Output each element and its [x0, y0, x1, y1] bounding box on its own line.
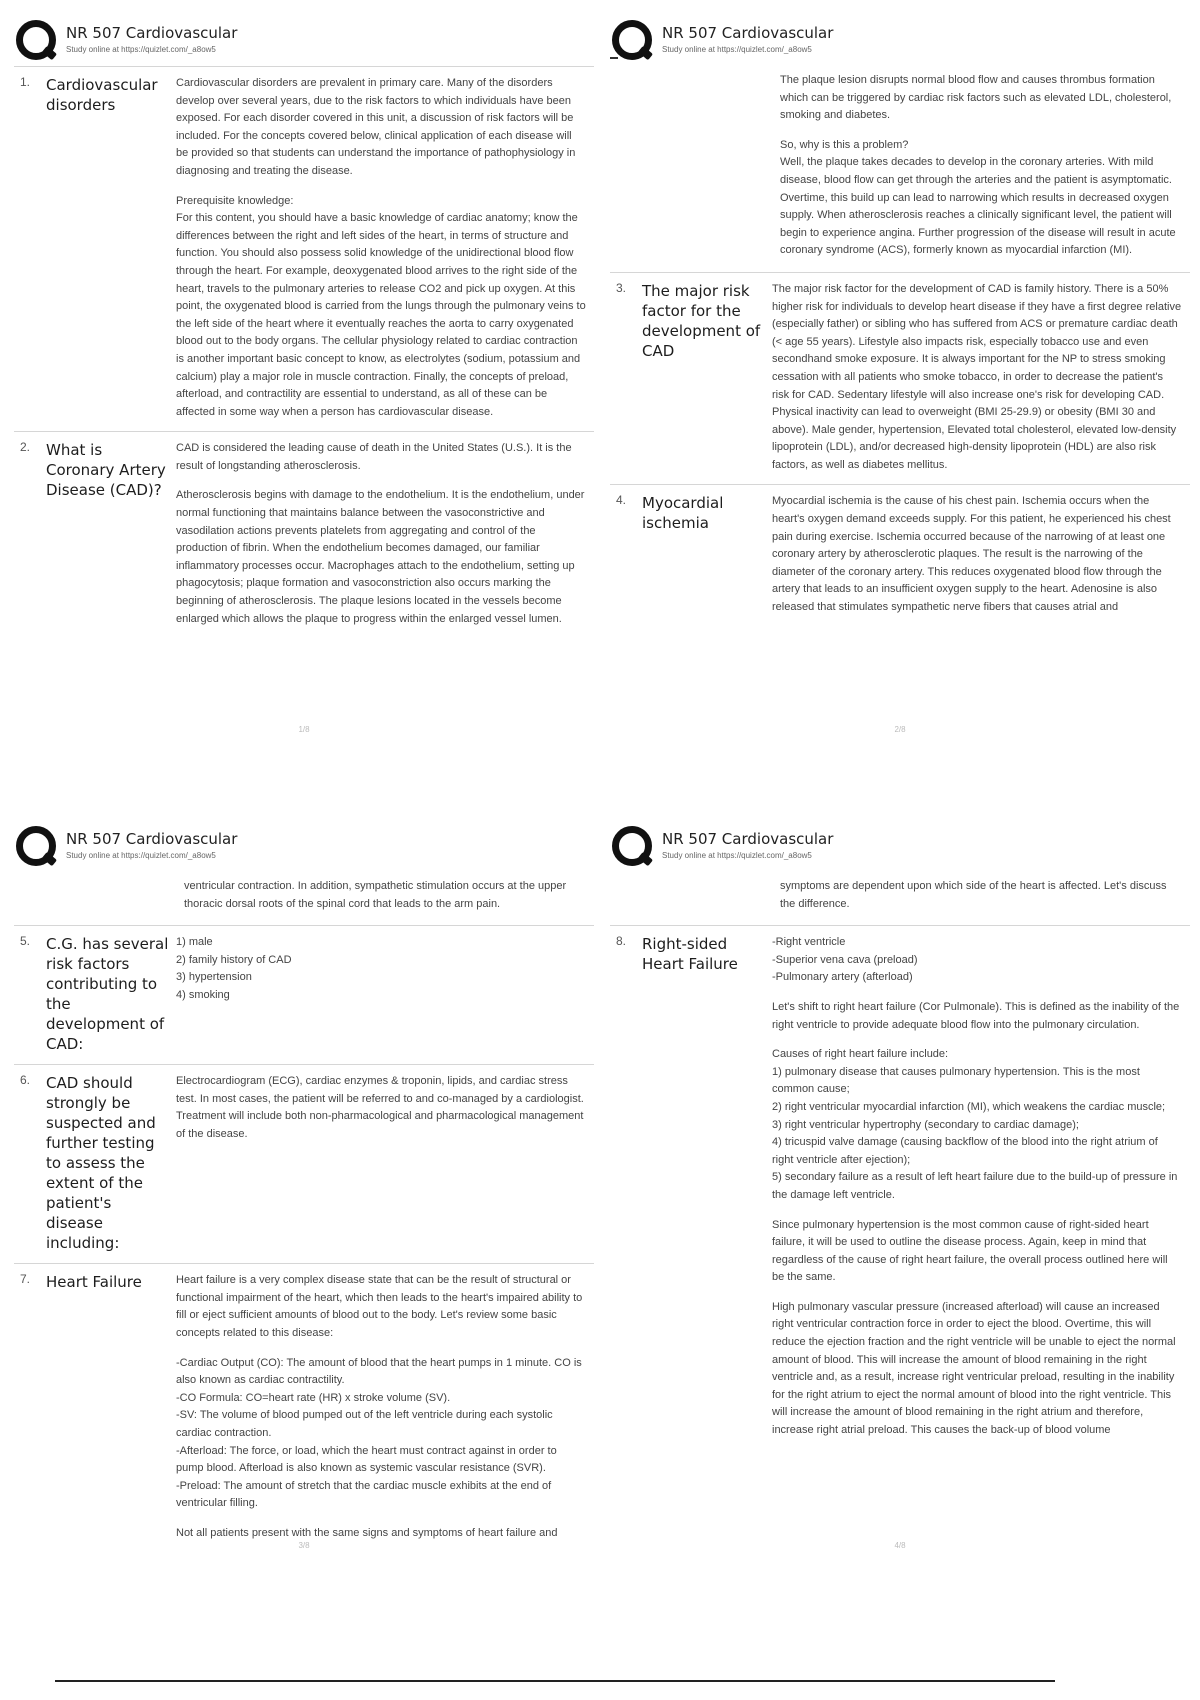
- continued-text: [780, 872, 1190, 913]
- definition-paragraph: Causes of right heart failure include: 1) pulmonary disease that causes pulmonary hypertension. This is the most common cause; 2) right ventricular myocardial infarction (MI), which weakens the cardiac muscle; 3) right ventricular hypertrophy (secondary to cardiac damage); 4) tricuspid valve damage (causing backflow of the blood into the right atrium of right ventricle after ejection); 5) secondary failure as a result of left heart failure due to the build-up of pressure in the damage left ventricle.: [772, 1048, 1178, 1201]
- definition-paragraph: Not all patients present with the same signs and symptoms of heart failure and: [176, 1526, 558, 1539]
- card-term: Myocardial ischemia: [642, 494, 724, 533]
- flashcard-row: [14, 431, 594, 638]
- card-definition: [176, 75, 594, 421]
- card-term: The major risk factor for the development of CAD: [642, 281, 761, 360]
- card-definition: [772, 934, 1190, 1439]
- page-header: [610, 820, 1190, 872]
- page-title: NR 507 Cardiovascular: [66, 830, 238, 848]
- definition-paragraph: Electrocardiogram (ECG), cardiac enzymes & troponin, lipids, and cardiac stress test. In most cases, the patient will be referred to and co-managed by a cardiologist. Treatment will include both non-pharmacological and pharmacological management of the disease.: [176, 1075, 584, 1140]
- card-list: [610, 272, 1190, 627]
- page-subtitle: Study online at https://quizlet.com/_a8ow5: [662, 45, 812, 54]
- card-definition: [176, 1073, 594, 1253]
- card-term: CAD should strongly be suspected and further testing to assess the extent of the patient's disease including:: [46, 1074, 156, 1253]
- flashcard-row: [14, 66, 594, 431]
- card-term: Right-sided Heart Failure: [642, 935, 738, 974]
- flashcard-row: [610, 272, 1190, 485]
- definition-paragraph: High pulmonary vascular pressure (increased afterload) will cause an increased right ventricular contraction force in order to eject the blood. Overtime, this will reduce the ejection fraction and the right ventricle will be unable to eject the normal amount of blood. This will increase the amount of blood remaining in the right ventricle and, as a result, increase right ventricular preload, resulting in the inability for the right atrium to eject the normal amount of blood into the right ventricle. This will increase the amount of blood remaining in the right atrium and therefore, increase right atrial preload. This causes the back-up of blood volume: [772, 1300, 1176, 1437]
- continued-paragraph: So, why is this a problem? Well, the plaque takes decades to develop in the coronary arteries. With mild disease, blood flow can get through the arteries and the patient is asymptomatic. Overtime, this build up can lead to narrowing which results in decreased oxygen supply. When atherosclerosis reaches a clinically significant level, the patient will begin to experience angina. Further progression of the disease will result in acute coronary syndrome (ACS), formerly known as myocardial infarction (MI).: [780, 138, 1176, 257]
- page-title: NR 507 Cardiovascular: [66, 24, 238, 42]
- continued-paragraph: symptoms are dependent upon which side of the heart is affected. Let's discuss the difference.: [780, 880, 1167, 910]
- card-number: 5.: [20, 934, 31, 949]
- card-number: 2.: [20, 440, 31, 455]
- definition-paragraph: Atherosclerosis begins with damage to the endothelium. It is the endothelium, under normal functioning that maintains balance between the vasoconstrictive and vasodilation actions prevents platelets from aggregating and control of the production of fibrin. When the endothelium becomes damaged, our familiar inflammatory processes occur. Macrophages attach to the endothelium, setting up phagocytosis; plaque formation and vasoconstriction also occurs marking the beginning of atherosclerosis. The plaque lesions located in the vessels become enlarged which allows the plaque to progress within the enlarged vessel lumen.: [176, 489, 585, 625]
- quizlet-logo-icon: [612, 826, 652, 866]
- card-list: [610, 925, 1190, 1449]
- card-number: 7.: [20, 1272, 31, 1287]
- definition-paragraph: -Right ventricle -Superior vena cava (preload) -Pulmonary artery (afterload): [772, 936, 918, 984]
- card-list: [14, 66, 594, 638]
- definition-paragraph: Prerequisite knowledge: For this content, you should have a basic knowledge of cardiac anatomy; know the differences between the right and left sides of the heart, in terms of structure and function. You should also possess solid knowledge of the unidirectional blood flow through the heart. For example, deoxygenated blood arrives to the right side of the heart, travels to the pulmonary arteries to release CO2 and pick up oxygen. At this point, the oxygenated blood is carried from the lungs through the pulmonary veins to the left side of the heart where it eventually reaches the aorta to carry oxygenated blood out to the body organs. The cellular physiology related to cardiac contraction is another important basic concept to know, as electrolytes (sodium, potassium and calcium) play a major role in muscle contraction. Finally, the concepts of preload, afterload, and contractility are essential to understand, as all of these can be affected in some way when a person has cardiovascular disease.: [176, 194, 586, 418]
- document-page-2: [610, 14, 1190, 774]
- page-number: 2/8: [894, 725, 906, 734]
- card-definition: [176, 440, 594, 628]
- definition-paragraph: -Cardiac Output (CO): The amount of blood that the heart pumps in 1 minute. CO is also known as cardiac contractility. -CO Formula: CO=heart rate (HR) x stroke volume (SV). -SV: The volume of blood pumped out of the left ventricle during each systolic cardiac contraction. -Afterload: The force, or load, which the heart must contract against in order to pump blood. Afterload is also known as systemic vascular resistance (SVR). -Preload: The amount of stretch that the cardiac muscle exhibits at the end of ventricular filling.: [176, 1356, 582, 1510]
- quizlet-logo-icon: [16, 20, 56, 60]
- document-page-3: [14, 820, 594, 1590]
- continued-paragraph: The plaque lesion disrupts normal blood flow and causes thrombus formation which can be triggered by cardiac risk factors such as elevated LDL, cholesterol, smoking and diabetes.: [780, 74, 1172, 122]
- flashcard-row: [14, 1064, 594, 1263]
- page-title: NR 507 Cardiovascular: [662, 24, 834, 42]
- continued-paragraph: ventricular contraction. In addition, sympathetic stimulation occurs at the upper thoracic dorsal roots of the spinal cord that leads to the arm pain.: [184, 880, 567, 910]
- page-header: [610, 14, 1190, 66]
- definition-paragraph: Heart failure is a very complex disease state that can be the result of structural or functional impairment of the heart, which then leads to the heart's impaired ability to fill or eject sufficient amounts of blood out to the body. Let's review some basic concepts related to this disease:: [176, 1274, 583, 1339]
- card-term: Heart Failure: [46, 1273, 142, 1292]
- page-subtitle: Study online at https://quizlet.com/_a8ow5: [66, 45, 216, 54]
- flashcard-row: [610, 925, 1190, 1449]
- card-term: C.G. has several risk factors contributing to the development of CAD:: [46, 935, 169, 1054]
- card-term: What is Coronary Artery Disease (CAD)?: [46, 441, 166, 500]
- page-number: 4/8: [894, 1541, 906, 1550]
- definition-paragraph: 1) male 2) family history of CAD 3) hypertension 4) smoking: [176, 936, 292, 1001]
- definition-paragraph: Let's shift to right heart failure (Cor Pulmonale). This is defined as the inability of the right ventricle to provide adequate blood flow into the pulmonary circulation.: [772, 1000, 1180, 1031]
- card-number: 4.: [616, 493, 627, 508]
- card-definition: [176, 1272, 594, 1542]
- bottom-rule: [55, 1680, 1055, 1682]
- page-number: 3/8: [298, 1541, 310, 1550]
- flashcard-row: [610, 484, 1190, 626]
- card-term: Cardiovascular disorders: [46, 76, 158, 114]
- card-definition: [772, 281, 1190, 475]
- card-number: 3.: [616, 280, 627, 295]
- document-page-1: [14, 14, 594, 774]
- page-subtitle: Study online at https://quizlet.com/_a8ow5: [66, 851, 216, 860]
- card-number: 1.: [20, 75, 31, 89]
- card-number: 8.: [616, 934, 627, 949]
- card-list: [14, 925, 594, 1552]
- quizlet-logo-icon: [612, 20, 652, 60]
- page-header: [14, 14, 594, 66]
- document-page-4: [610, 820, 1190, 1590]
- quizlet-logo-icon: [16, 826, 56, 866]
- card-definition: [176, 934, 594, 1054]
- page-title: NR 507 Cardiovascular: [662, 830, 834, 848]
- continued-text: [184, 872, 594, 913]
- card-number: 6.: [20, 1073, 31, 1088]
- definition-paragraph: CAD is considered the leading cause of death in the United States (U.S.). It is the result of longstanding atherosclerosis.: [176, 442, 572, 472]
- continued-text: [780, 66, 1190, 260]
- page-header: [14, 820, 594, 872]
- definition-paragraph: The major risk factor for the development of CAD is family history. There is a 50% higher risk for individuals to develop heart disease if they have a first degree relative (especially father) or sibling who has suffered from ACS or premature cardiac death (< age 55 years). Lifestyle also impacts risk, especially tobacco use and even secondhand smoke exposure. It is always important for the NP to stress smoking cessation with all patients who smoke tobacco, in order to decrease the patient's risk for CAD. Sedentary lifestyle will also increase one's risk for developing CAD. Physical inactivity can lead to overweight (BMI 25-29.9) or obesity (BMI 30 and above). Male gender, hypertension, Elevated total cholesterol, elevated low-density lipoprotein (LDL), and/or decreased high-density lipoprotein (HDL) are also risk factors, as well as diabetes mellitus.: [772, 282, 1182, 471]
- flashcard-row: [14, 925, 594, 1064]
- page-number: 1/8: [298, 725, 310, 734]
- flashcard-row: [14, 1263, 594, 1552]
- definition-paragraph: Since pulmonary hypertension is the most common cause of right-sided heart failure, it will be used to outline the disease process. Again, keep in mind that regardless of the cause of right heart failure, the overall process outlined here will be the same.: [772, 1218, 1168, 1284]
- definition-paragraph: Cardiovascular disorders are prevalent in primary care. Many of the disorders develop over several years, due to the risk factors to which individuals have been exposed. For each disorder covered in this unit, a discussion of risk factors will be included. For the concepts covered below, clinical application of each disease will be provided so that students can understand the importance of pathophysiology in diagnosing and treating the disease.: [176, 77, 576, 177]
- page-subtitle: Study online at https://quizlet.com/_a8ow5: [662, 851, 812, 860]
- definition-paragraph: Myocardial ischemia is the cause of his chest pain. Ischemia occurs when the heart's oxygen demand exceeds supply. For this patient, he experienced his chest pain during exercise. Ischemia occurred because of the narrowing of at least one coronary artery by atherosclerotic plaques. The result is the narrowing of the diameter of the coronary artery. This reduces oxygenated blood flow through the artery that leads to an insufficient oxygen supply to the heart. Adenosine is also released that stimulates sympathetic nerve fibers that causes atrial and: [772, 495, 1171, 614]
- card-definition: [772, 493, 1190, 616]
